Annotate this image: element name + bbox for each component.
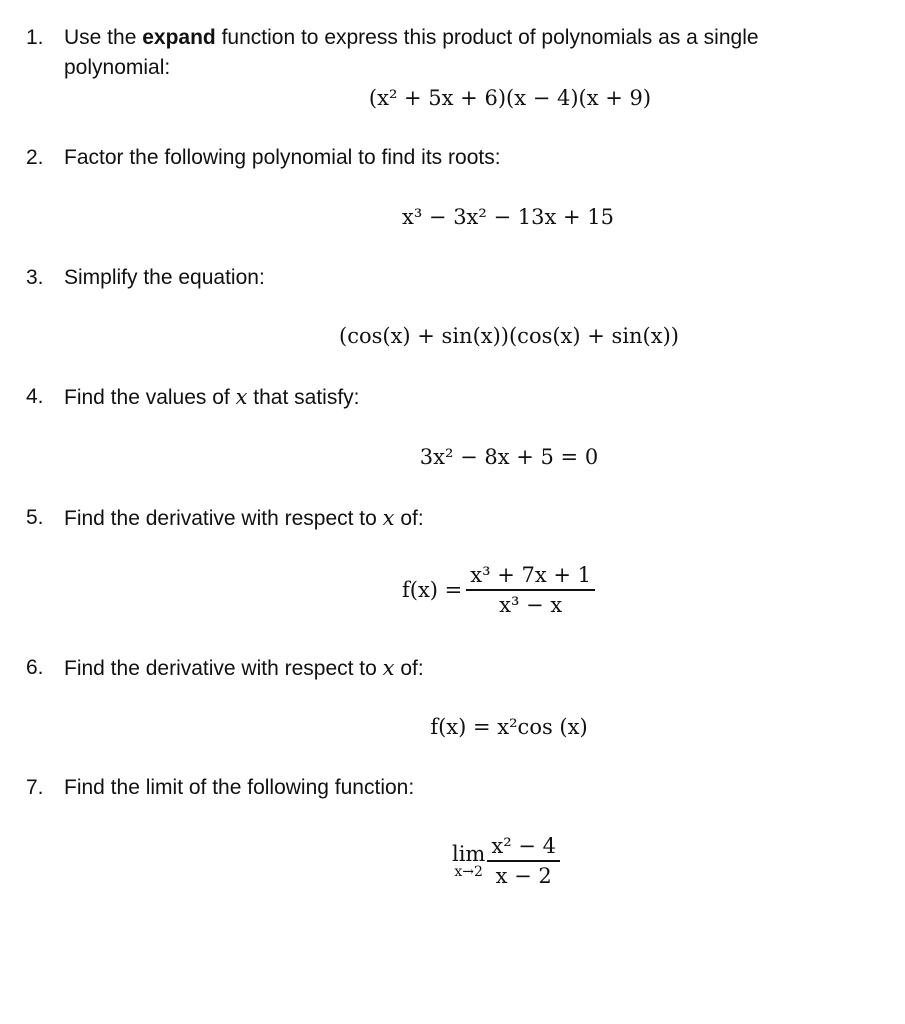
question-2 [26, 143, 866, 173]
question-number: 4. [26, 385, 44, 408]
fraction [487, 834, 560, 888]
question-number: 2. [26, 146, 44, 169]
question-number: 5. [26, 506, 44, 529]
question-6-expression: f(x) = x²cos (x) [430, 715, 588, 739]
question-text: Find the limit of the following function: [64, 776, 415, 799]
question-number: 3. [26, 266, 44, 289]
question-3-expression: (cos(x) + sin(x))(cos(x) + sin(x)) [339, 324, 679, 348]
variable-x: x [382, 506, 395, 530]
question-3 [26, 263, 866, 293]
question-text: Find the values of x that satisfy: [64, 385, 360, 409]
question-text: Use the expand function to express this product of polynomials as a single polynomial: [64, 26, 759, 79]
question-4 [26, 382, 866, 413]
question-6 [26, 653, 866, 684]
fraction [466, 563, 595, 617]
question-1 [26, 23, 866, 83]
fraction-denominator: x − 2 [495, 863, 552, 888]
fraction-denominator: x³ − x [499, 592, 563, 617]
question-5 [26, 503, 866, 534]
limit-operator [452, 843, 485, 879]
question-1-expression: (x² + 5x + 6)(x − 4)(x + 9) [368, 86, 652, 110]
question-number: 7. [26, 776, 44, 799]
question-7 [26, 773, 866, 803]
question-text: Find the derivative with respect to x of: [64, 656, 424, 680]
question-7-expression [452, 834, 560, 888]
question-4-expression: 3x² − 8x + 5 = 0 [419, 445, 599, 469]
question-5-expression [402, 563, 595, 617]
variable-x: x [235, 385, 248, 409]
question-text: Find the derivative with respect to x of: [64, 506, 424, 530]
fraction-numerator: x² − 4 [491, 834, 556, 858]
variable-x: x [382, 656, 395, 680]
question-text: Simplify the equation: [64, 266, 265, 289]
function-lhs: f(x) = [402, 577, 463, 602]
limit-word: lim [452, 841, 486, 866]
question-text: Factor the following polynomial to find its roots: [64, 146, 501, 169]
bold-keyword: expand [142, 26, 216, 49]
question-number: 1. [26, 26, 44, 49]
question-2-expression: x³ − 3x² − 13x + 15 [401, 205, 614, 229]
limit-subscript: x→2 [454, 863, 483, 880]
question-number: 6. [26, 656, 44, 679]
fraction-numerator: x³ + 7x + 1 [470, 563, 592, 587]
